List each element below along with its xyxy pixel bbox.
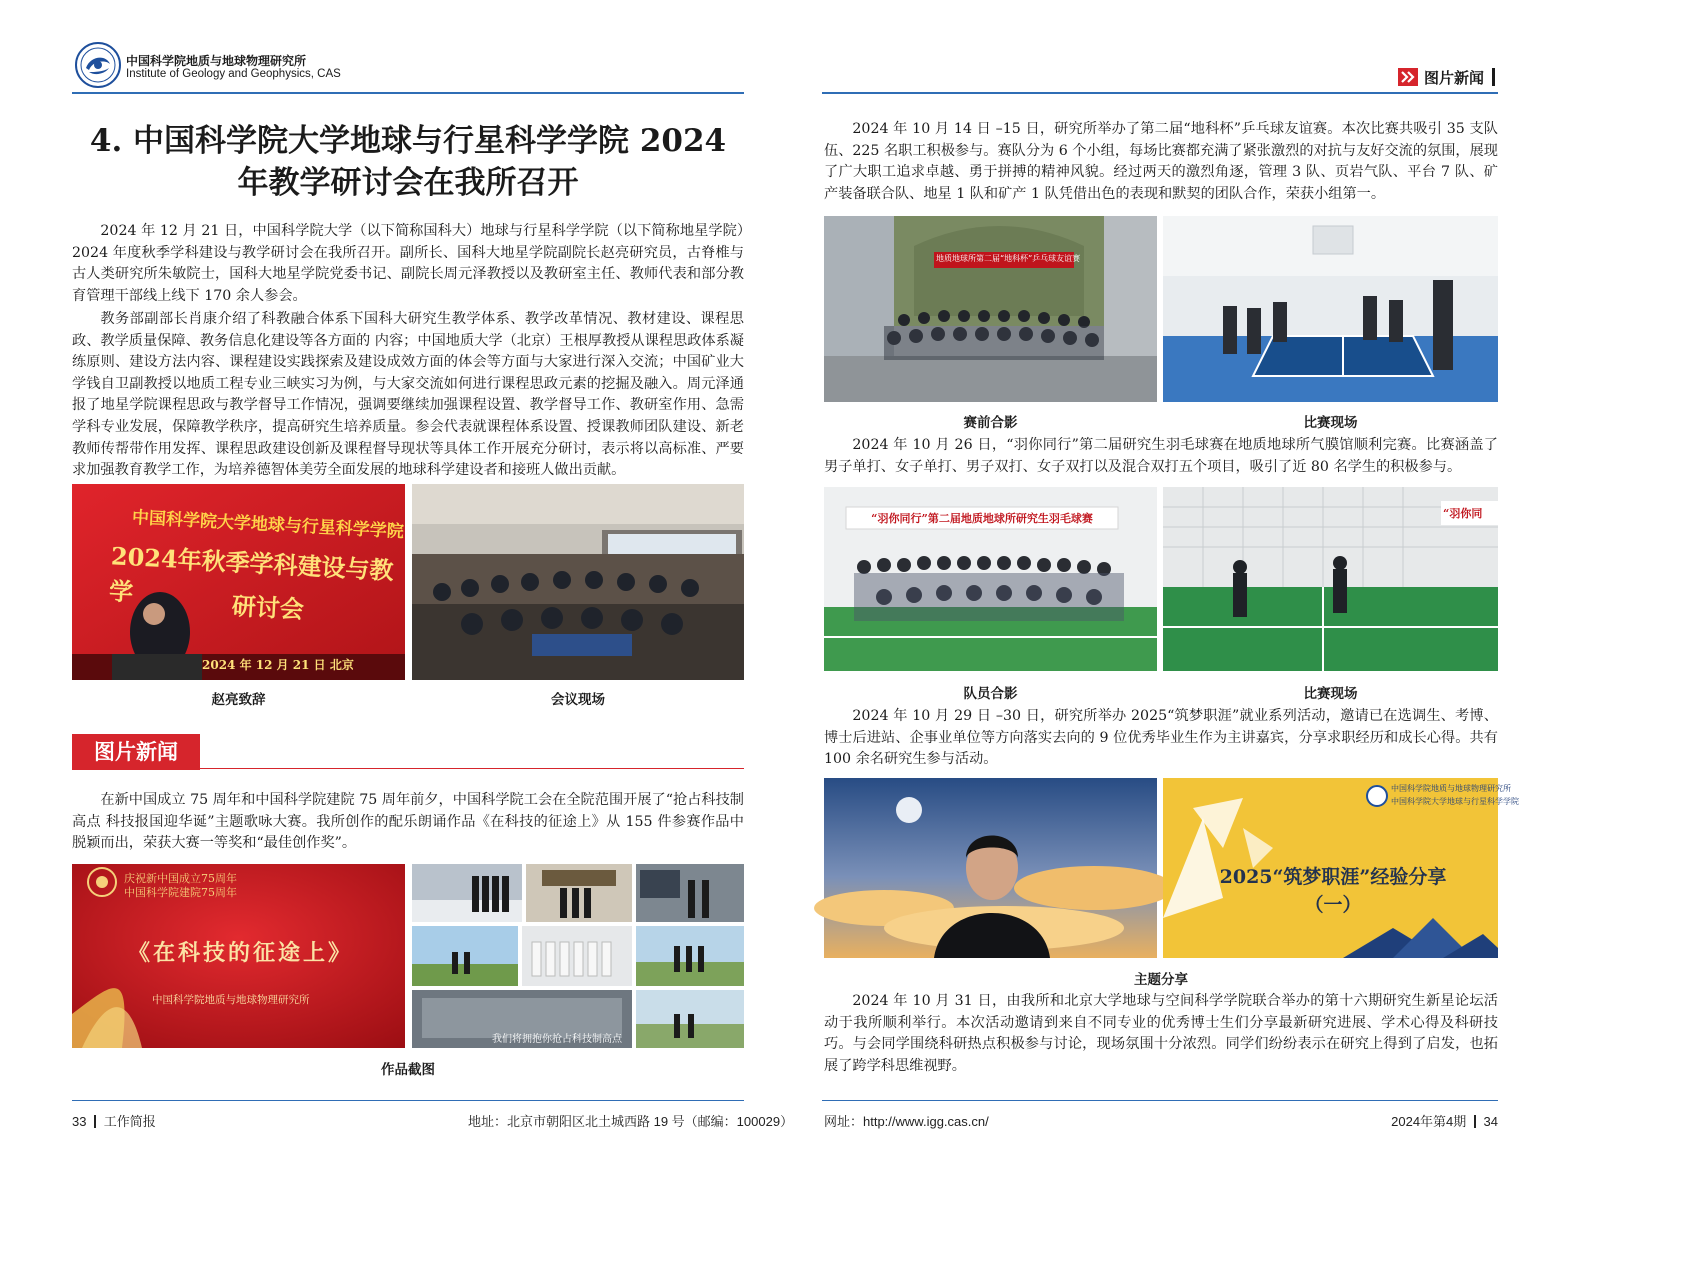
picnews-rule bbox=[200, 768, 744, 769]
forum-paragraph: 2024 年 10 月 31 日，由我所和北京大学地球与空间科学学院联合举办的第十六期研究生新星论坛活动于我所顺利举行。本次活动邀请到来自不同专业的优秀博士生们分享最新研究进展、学术心得及科研技巧。与会同学围绕科研热点积极参与讨论，现场氛围十分浓烈。同学们纷纷表示在研究上得到了启发，也拓展了跨学科思维视野。 bbox=[824, 993, 1498, 1074]
collage-subtitle: 我们将拥抱你抢占科技制高点 bbox=[492, 1034, 622, 1045]
photo-collage bbox=[412, 864, 744, 1048]
badminton-paragraph: 2024 年 10 月 26 日，“羽你同行”第二届研究生羽毛球赛在地质地球所气膜馆顺利完赛。比赛涵盖了男子单打、女子单打、男子双打、女子双打以及混合双打五个项目，吸引了近 80 名学生的积极参与。 bbox=[824, 437, 1498, 475]
career-slide-org1: 中国科学院地质与地球物理研究所 bbox=[1391, 784, 1511, 793]
poster-line1: 庆祝新中国成立75周年 bbox=[124, 872, 237, 885]
career-paragraph: 2024 年 10 月 29 日 –30 日，研究所举办 2025“筑梦职涯”就业系列活动，邀请已在选调生、考博、博士后进站、企事业单位等方向落实去向的 9 位优秀毕业生作为主讲嘉宾，分享求职经历和成长心得。共有 100 余名研究生参与活动。 bbox=[824, 708, 1498, 768]
poster-line2: 中国科学院建院75周年 bbox=[124, 886, 237, 899]
photo-speaker-line2: 2024年秋季学科建设与教学 bbox=[108, 541, 395, 607]
career-slide-org2: 中国科学院大学地球与行星科学学院 bbox=[1391, 797, 1519, 806]
article-title-line1: 4. 中国科学院大学地球与行星科学学院 2024 bbox=[89, 123, 727, 159]
photo-career-speaker bbox=[824, 778, 1157, 958]
article-title bbox=[72, 120, 744, 204]
badminton-banner2-text: “羽你同 bbox=[1443, 507, 1483, 520]
photo-pingpong-match bbox=[1163, 216, 1498, 402]
section-label-bar bbox=[1492, 68, 1495, 86]
page-number-left: 33 bbox=[72, 1114, 87, 1129]
photo-badminton-group bbox=[824, 487, 1157, 671]
caption-pingpong-group: 赛前合影 bbox=[963, 415, 1018, 431]
footer-rule-left bbox=[72, 1100, 744, 1101]
pingpong-paragraph: 2024 年 10 月 14 日 –15 日，研究所举办了第二届“地科杯”乒乓球友谊赛。本次比赛共吸引 35 支队伍、225 名职工积极参与。赛队分为 6 个小组，每场比赛都充满了紧张激烈的对抗与友好交流的氛围，展现了广大职工追求卓越、勇于拼搏的精神风貌。经过两天的激烈角逐，管理 3 队、页岩气队、平台 7 队、矿产装备联合队、地星 1 队和矿产 1 队凭借出色的表现和默契的团队合作，荣获小组第一。 bbox=[824, 121, 1498, 202]
photo-poster bbox=[72, 864, 405, 1048]
article-paragraph-1: 2024 年 12 月 21 日，中国科学院大学（以下简称国科大）地球与行星科学学院（以下简称地星学院）2024 年度秋季学科建设与教学研讨会在我所召开。副所长、国科大地星学院副院长赵亮研究员，古脊椎与古人类研究所朱敏院士，国科大地星学院党委书记、副院长周元泽教授以及教研室主任、教师代表和部分教育管理干部线上线下 170 余人参会。 bbox=[72, 223, 744, 304]
photo-career-slide bbox=[1163, 778, 1519, 958]
article-paragraph-2: 教务部副部长肖康介绍了科教融合体系下国科大研究生教学体系、教学改革情况、教材建设、课程思政、教学质量保障、教务信息化建设等各方面的 内容；中国地质大学（北京）王根厚教授从课程思政体系凝练原则、建设方法内容、课程建设实践探索及建设成效方面的体会等方面与大家进行深入交流；中国矿业大学钱自卫副教授以地质工程专业三峡实习为例，与大家交流如何进行课程思政元素的挖掘及融入。周元泽通报了地星学院课程思政与教学督导工作情况，强调要继续加强课程设置、教学督导工作、教研室作用、急需学科专业发展，保障教学秩序，提高研究生培养质量。参会代表就课程体系设置、授课教师团队建设、新老教师传帮带作用发挥、课程思政建设创新及课程督导现状等具体工作开展充分研讨，表示将以高标准、严要求加强教育教学工作，为培养德智体美劳全面发展的地球科学建设者和接班人做出贡献。 bbox=[72, 311, 744, 479]
caption-badminton-match: 比赛现场 bbox=[1303, 686, 1358, 702]
section-label: 图片新闻 bbox=[1424, 70, 1485, 87]
photo-speaker-line3: 研讨会 bbox=[231, 591, 305, 624]
org-name-cn: 中国科学院地质与地球物理研究所 bbox=[126, 54, 307, 68]
picnews-paragraph: 在新中国成立 75 周年和中国科学院建院 75 周年前夕，中国科学院工会在全院范围开展了“抢占科技制高点 科技报国迎华诞”主题歌咏大赛。我所创作的配乐朗诵作品《在科技的征途上》从 155 件参赛作品中脱颖而出，荣获大赛一等奖和“最佳创作奖”。 bbox=[72, 792, 744, 852]
caption-badminton-group: 队员合影 bbox=[963, 686, 1018, 702]
footer-website: 网址：http://www.igg.cas.cn/ bbox=[824, 1114, 989, 1129]
poster-org: 中国科学院地质与地球物理研究所 bbox=[152, 994, 310, 1006]
badminton-banner-text: “羽你同行”第二届地质地球所研究生羽毛球赛 bbox=[871, 512, 1093, 525]
photo-meeting-room bbox=[412, 484, 744, 680]
photo-badminton-match bbox=[1163, 487, 1498, 671]
caption-poster: 作品截图 bbox=[381, 1062, 435, 1078]
career-slide-sub: （一） bbox=[1304, 894, 1362, 916]
poster-title: 《在科技的征途上》 bbox=[128, 940, 354, 966]
institute-logo-icon bbox=[75, 42, 121, 88]
org-name-en: Institute of Geology and Geophysics, CAS bbox=[126, 68, 341, 80]
picnews-banner-label: 图片新闻 bbox=[94, 739, 178, 764]
footer-left bbox=[72, 1111, 156, 1130]
photo-speaker-date: 2024 年 12 月 21 日 北京 bbox=[202, 658, 354, 672]
career-slide-title: 2025“筑梦职涯”经验分享 bbox=[1219, 866, 1447, 888]
footer-address: 地址：北京市朝阳区北土城西路 19 号（邮编：100029） bbox=[468, 1114, 794, 1129]
page-number-right: 34 bbox=[1483, 1114, 1498, 1129]
photo-speaker bbox=[72, 484, 405, 680]
header-rule-right bbox=[822, 92, 1498, 94]
caption-career: 主题分享 bbox=[1134, 972, 1188, 988]
caption-pingpong-match: 比赛现场 bbox=[1303, 415, 1358, 431]
photo-speaker-line1: 中国科学院大学地球与行星科学学院 bbox=[131, 507, 405, 543]
publication-name: 工作简报 bbox=[103, 1114, 156, 1129]
article-title-line2: 年教学研讨会在我所召开 bbox=[237, 165, 579, 201]
caption-speaker: 赵亮致辞 bbox=[211, 692, 266, 708]
header-rule-left bbox=[72, 92, 744, 94]
picnews-banner bbox=[72, 734, 200, 770]
footer-right bbox=[1391, 1111, 1498, 1130]
caption-meeting: 会议现场 bbox=[551, 692, 605, 708]
footer-rule-right bbox=[822, 1100, 1498, 1101]
pingpong-banner-text: 地质地球所第二届“地科杯”乒乓球友谊赛 bbox=[936, 254, 1081, 263]
issue-label: 2024年第4期 bbox=[1391, 1114, 1467, 1129]
photo-pingpong-group bbox=[824, 216, 1157, 402]
double-chevron-icon bbox=[1398, 68, 1418, 86]
